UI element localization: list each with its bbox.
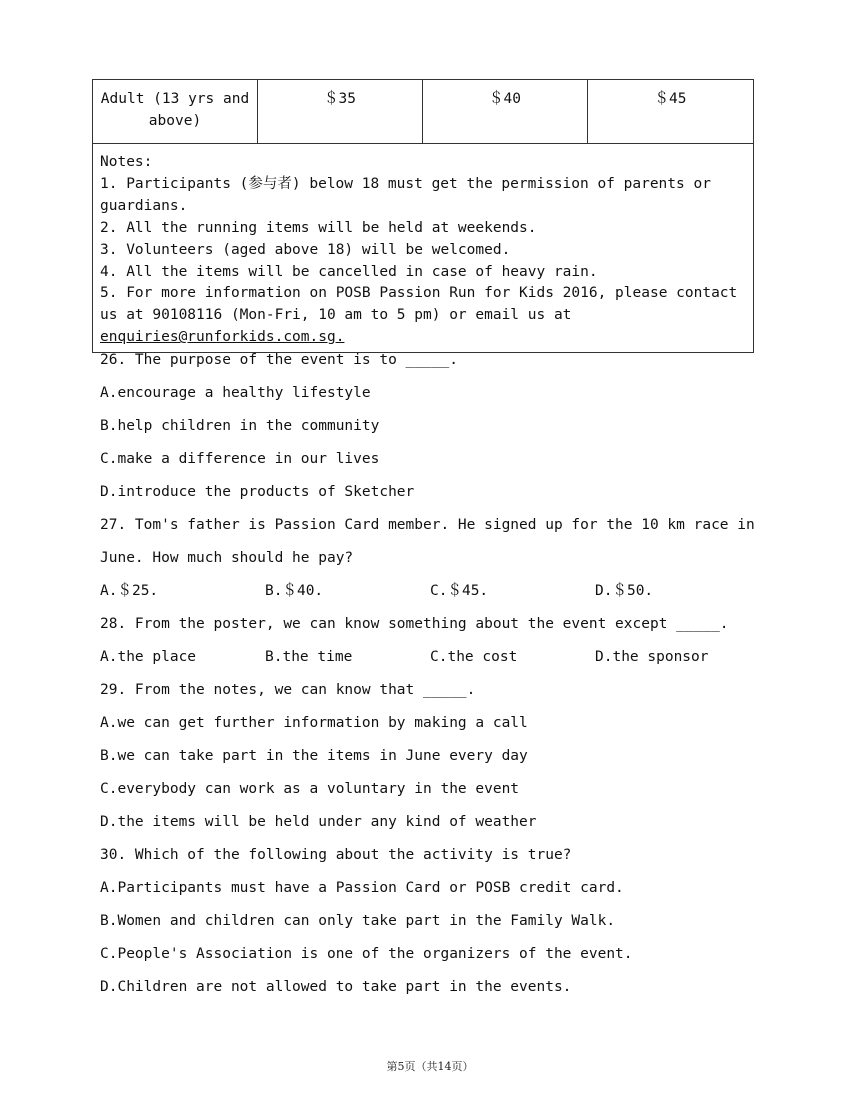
price-cell-2: ＄40 <box>423 80 588 144</box>
price-table <box>92 79 754 353</box>
row-label-adult: Adult (13 yrs and above) <box>93 80 258 144</box>
question-26-option-d: D.introduce the products of Sketcher <box>100 484 415 500</box>
contact-email-link[interactable]: enquiries@runforkids.com.sg. <box>100 329 345 346</box>
question-28-option-b: B.the time <box>265 649 353 665</box>
note-item-2: 2. All the running items will be held at weekends. <box>100 219 537 236</box>
question-29-option-d: D.the items will be held under any kind of weather <box>100 814 537 830</box>
question-28-stem: 28. From the poster, we can know something about the event except _____. <box>100 616 729 632</box>
question-29-option-b: B.we can take part in the items in June every day <box>100 748 528 764</box>
question-30-option-d: D.Children are not allowed to take part in the events. <box>100 979 572 995</box>
question-27-stem-line-2: June. How much should he pay? <box>100 550 354 566</box>
note-item-3: 3. Volunteers (aged above 18) will be welcomed. <box>100 241 511 258</box>
notes-section <box>93 144 754 353</box>
question-27-option-b: B.＄40. <box>265 583 324 599</box>
question-27-option-d: D.＄50. <box>595 583 654 599</box>
question-28-option-c: C.the cost <box>430 649 518 665</box>
question-30-option-c: C.People's Association is one of the organizers of the event. <box>100 946 633 962</box>
question-29-stem: 29. From the notes, we can know that _____. <box>100 682 476 698</box>
question-29-option-c: C.everybody can work as a voluntary in the event <box>100 781 520 797</box>
question-27-stem-line-1: 27. Tom's father is Passion Card member. He signed up for the 10 km race in <box>100 517 755 533</box>
questions-section <box>100 344 760 1004</box>
question-26-option-c: C.make a difference in our lives <box>100 451 380 467</box>
question-29-option-a: A.we can get further information by making a call <box>100 715 528 731</box>
question-26-option-b: B.help children in the community <box>100 418 380 434</box>
question-26-stem: 26. The purpose of the event is to _____. <box>100 352 458 368</box>
adult-price-row <box>93 80 754 144</box>
question-30-option-a: A.Participants must have a Passion Card or POSB credit card. <box>100 880 624 896</box>
question-26-option-a: A.encourage a healthy lifestyle <box>100 385 371 401</box>
note-item-5: 5. For more information on POSB Passion Run for Kids 2016, please contact us at 90108116 (Mon-Fri, 10 am to 5 pm) or email us at <box>100 285 738 324</box>
price-cell-3: ＄45 <box>588 80 754 144</box>
question-30-stem: 30. Which of the following about the activity is true? <box>100 847 572 863</box>
price-cell-1: ＄35 <box>258 80 423 144</box>
question-28-option-d: D.the sponsor <box>595 649 709 665</box>
note-item-4: 4. All the items will be cancelled in case of heavy rain. <box>100 263 598 280</box>
question-28-option-a: A.the place <box>100 649 197 665</box>
question-27-option-a: A.＄25. <box>100 583 159 599</box>
question-30-option-b: B.Women and children can only take part in the Family Walk. <box>100 913 616 929</box>
note-item-1: 1. Participants (参与者) below 18 must get the permission of parents or guardians. <box>100 175 711 214</box>
question-27-option-c: C.＄45. <box>430 583 489 599</box>
page-footer: 第5页（共14页） <box>386 1060 474 1073</box>
question-28-options <box>100 641 760 674</box>
notes-heading: Notes: <box>100 154 153 170</box>
question-27-options <box>100 575 760 608</box>
